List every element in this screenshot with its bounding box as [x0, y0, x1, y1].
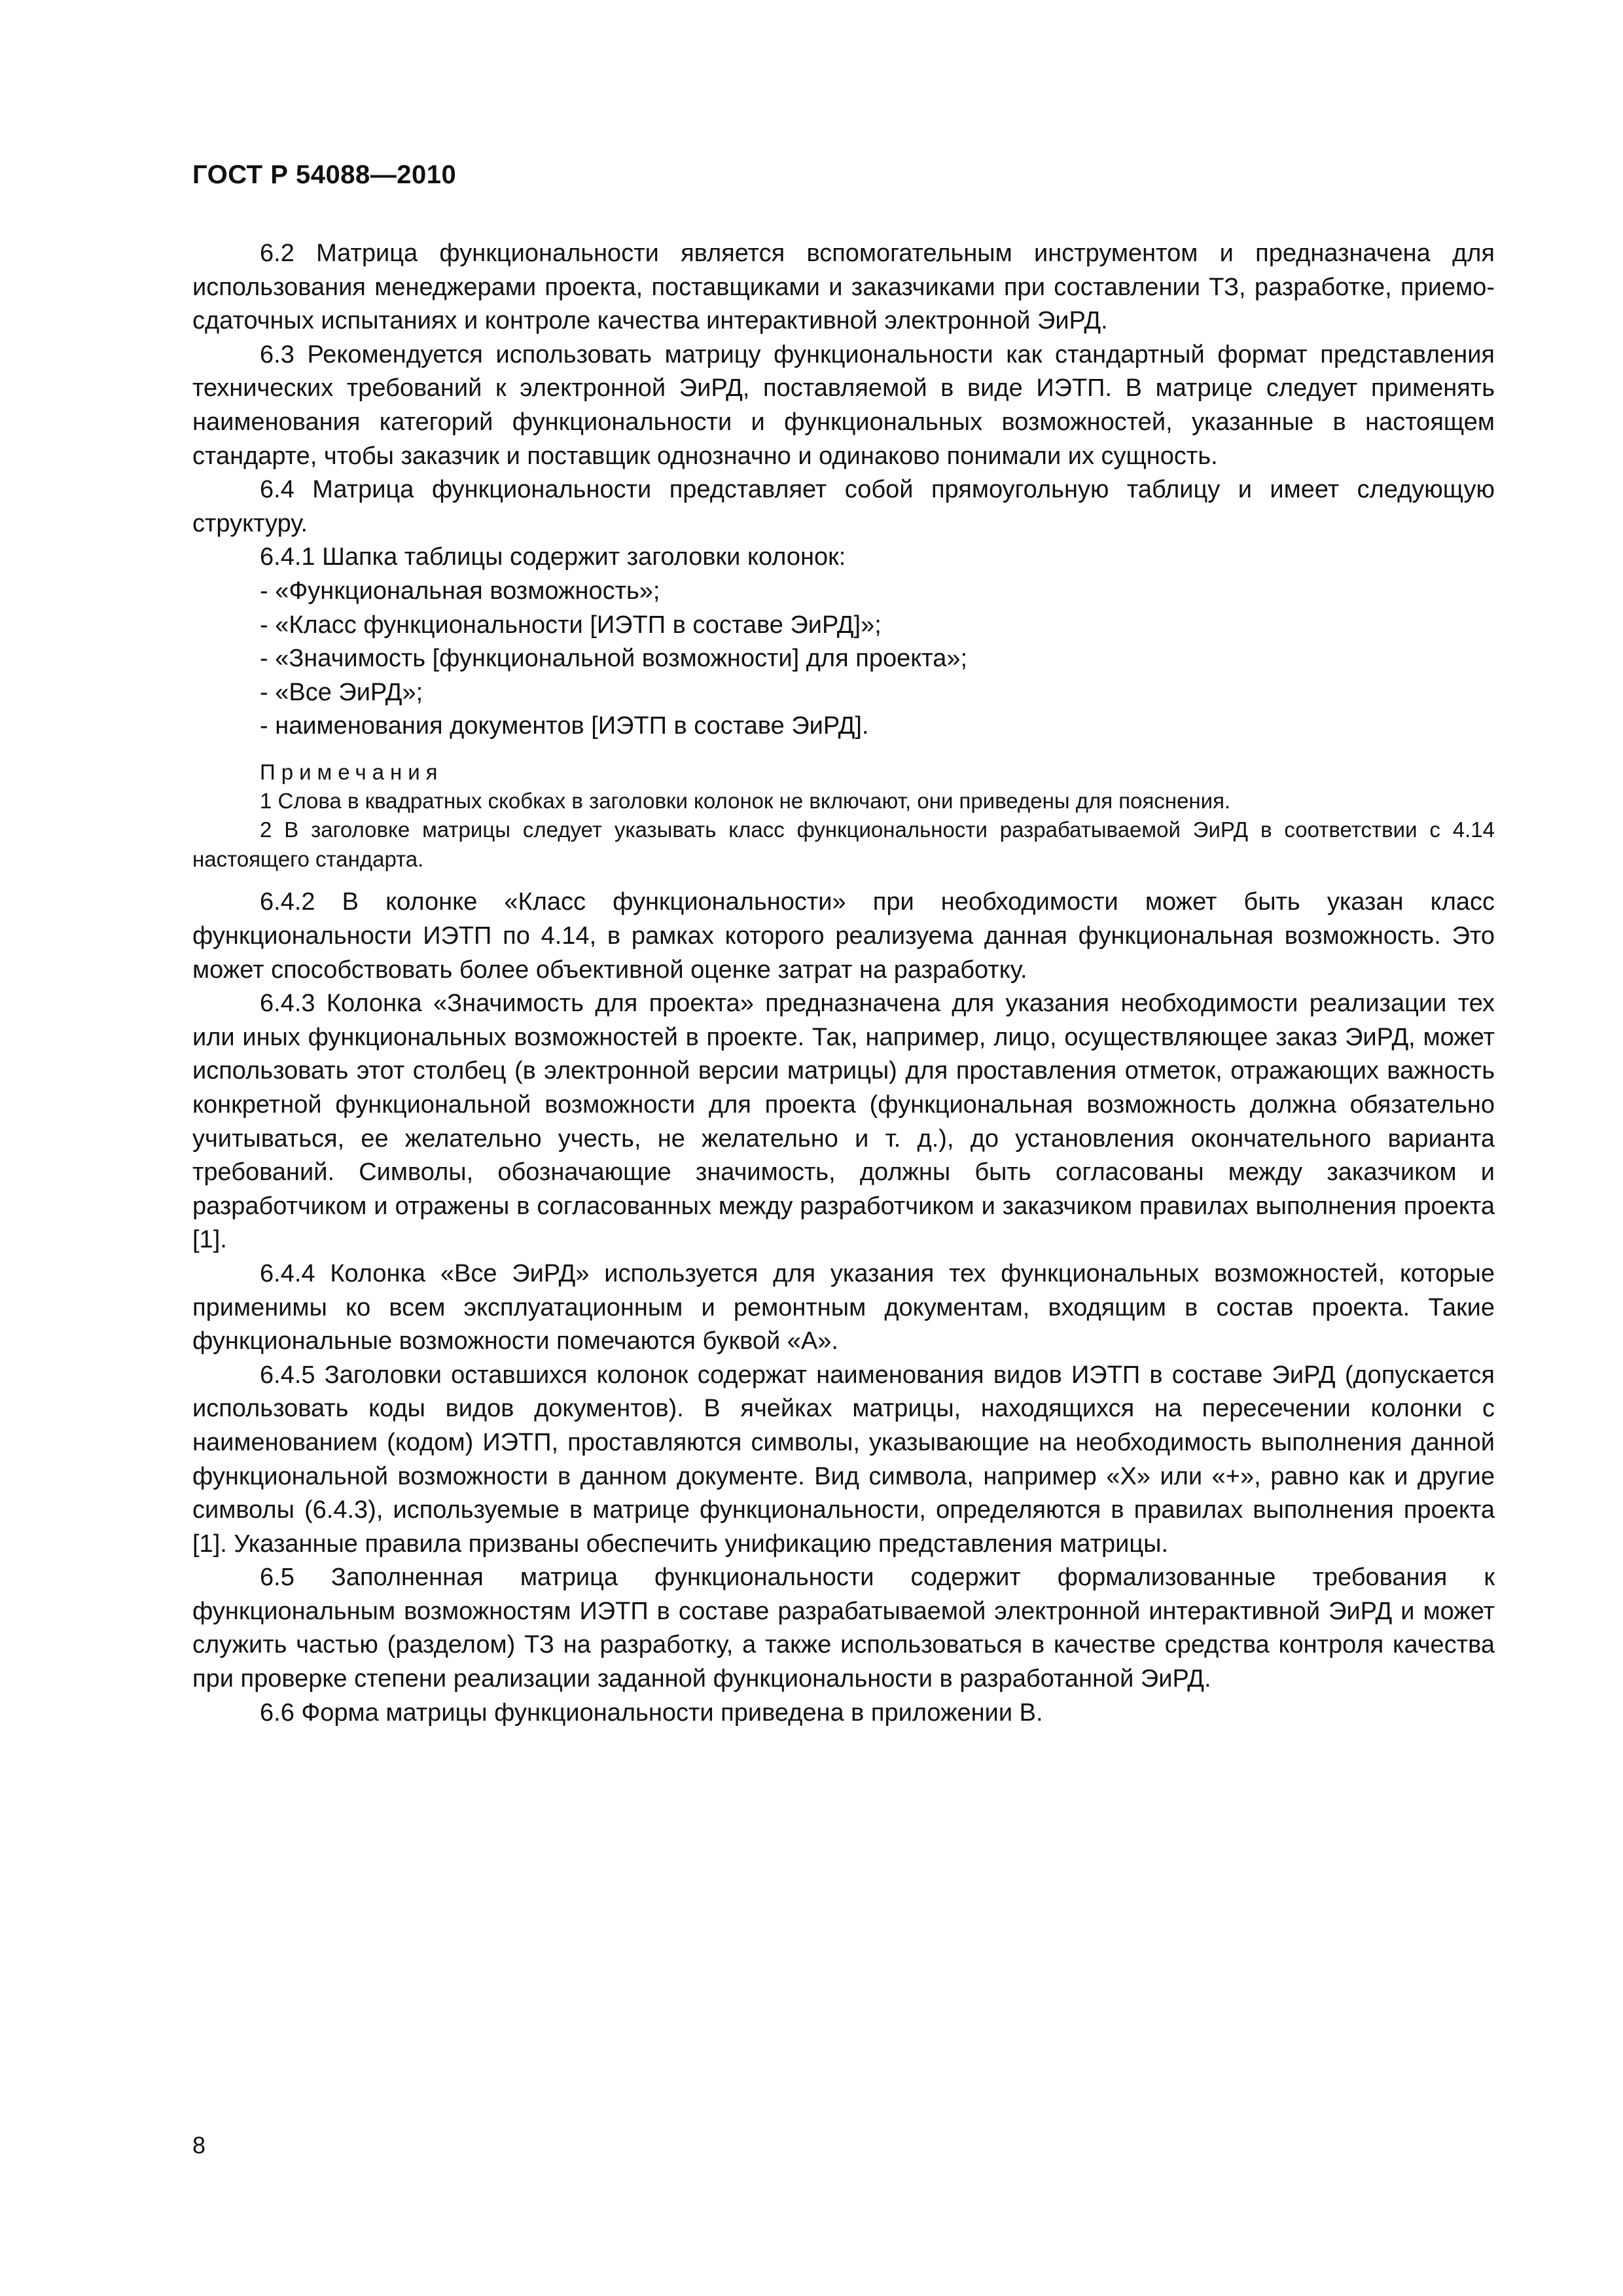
paragraph-6-4-1: 6.4.1 Шапка таблицы содержит заголовки колонок: [260, 543, 846, 571]
column-headers-list [192, 575, 1495, 744]
paragraph-6-6: 6.6 Форма матрицы функциональности приведена в приложении В. [260, 1698, 1043, 1727]
page-number: 8 [192, 2132, 206, 2159]
paragraph-6-4-3: 6.4.3 Колонка «Значимость для проекта» предназначена для указания необходимости реализации тех или иных функциональных возможностей в проекте. Так, например, лицо, осуществляющее заказ ЭиРД, может использовать этот столбец (в электронной версии матрицы) для проставления отметок, отражающих важность конкретной функциональной возможности для проекта (функциональная возможность должна обязательно учитываться, ее желательно учесть, не желательно и т. д.), до установления окончательного варианта требований. Символы, обозначающие значимость, должны быть согласованы между заказчиком и разработчиком и отражены в согласованных между разработчиком и заказчиком правилах выполнения проекта [1]. [192, 990, 1495, 1254]
note-1: 1 Слова в квадратных скобках в заголовки колонок не включают, они приведены для пояснения. [260, 788, 1231, 813]
paragraph-6-5: 6.5 Заполненная матрица функциональности содержит формализованные требования к функциональным возможностям ИЭТП в составе разрабатываемой электронной интерактивной ЭиРД и может служить частью (разделом) ТЗ на разработку, а также использоваться в качестве средства контроля качества при проверке степени реализации заданной функциональности в разработанной ЭиРД. [192, 1564, 1495, 1693]
list-item: - «Функциональная возможность»; [260, 577, 660, 605]
paragraph-6-4-4: 6.4.4 Колонка «Все ЭиРД» используется для указания тех функциональных возможностей, которые применимы ко всем эксплуатационным и ремонтным документам, входящим в состав проекта. Такие функциональные возможности помечаются буквой «А». [192, 1259, 1495, 1355]
note-2: 2 В заголовке матрицы следует указывать класс функциональности разрабатываемой ЭиРД в соответствии с 4.14 настоящего стандарта. [192, 817, 1495, 871]
paragraph-6-4-5: 6.4.5 Заголовки оставшихся колонок содержат наименования видов ИЭТП в составе ЭиРД (допускается использовать коды видов документов). В ячейках матрицы, находящихся на пересечении колонки с наименованием (кодом) ИЭТП, проставляются символы, указывающие на необходимость выполнения данной функциональной возможности в данном документе. Вид символа, например «X» или «+», равно как и другие символы (6.4.3), используемые в матрице функциональности, определяются в правилах выполнения проекта [1]. Указанные правила призваны обеспечить унификацию представления матрицы. [192, 1361, 1495, 1558]
paragraph-6-4: 6.4 Матрица функциональности представляет собой прямоугольную таблицу и имеет следующую структуру. [192, 476, 1495, 537]
list-item: - «Класс функциональности [ИЭТП в составе ЭиРД]»; [260, 611, 882, 639]
notes-title: Примечания [260, 759, 444, 784]
paragraph-6-2: 6.2 Матрица функциональности является вспомогательным инструментом и предназначена для использования менеджерами проекта, поставщиками и заказчиками при составлении ТЗ, разработке, приемо-сдаточных испытаниях и контроле качества интерактивной электронной ЭиРД. [192, 240, 1495, 335]
document-body [192, 237, 1495, 1730]
notes-block [192, 758, 1495, 874]
paragraph-6-4-2: 6.4.2 В колонке «Класс функциональности» при необходимости может быть указан класс функциональности ИЭТП по 4.14, в рамках которого реализуема данная функциональная возможность. Это может способствовать более объективной оценке затрат на разработку. [192, 888, 1495, 984]
list-item: - наименования документов [ИЭТП в составе ЭиРД]. [260, 712, 869, 740]
list-item: - «Все ЭиРД»; [260, 678, 423, 706]
paragraph-6-3: 6.3 Рекомендуется использовать матрицу функциональности как стандартный формат представления технических требований к электронной ЭиРД, поставляемой в виде ИЭТП. В матрице следует применять наименования категорий функциональности и функциональных возможностей, указанные в настоящем стандарте, чтобы заказчик и поставщик однозначно и одинаково понимали их сущность. [192, 340, 1495, 470]
document-header-id: ГОСТ Р 54088—2010 [192, 160, 457, 189]
list-item: - «Значимость [функциональной возможности] для проекта»; [260, 645, 968, 673]
